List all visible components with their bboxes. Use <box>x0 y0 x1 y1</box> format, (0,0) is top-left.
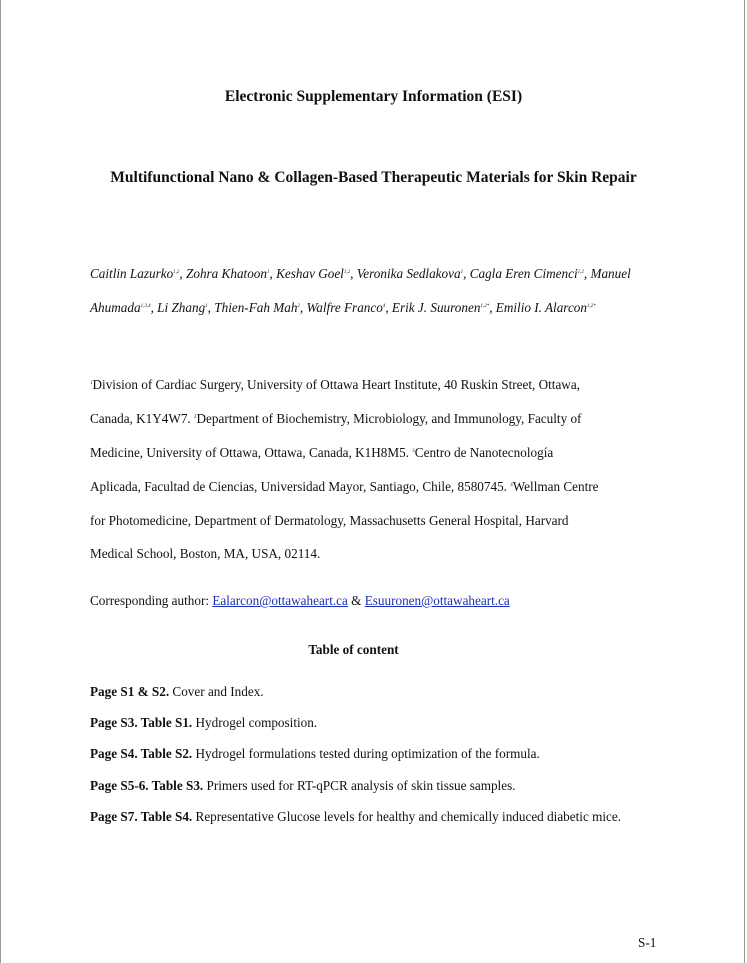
toc-item: Page S1 & S2. Cover and Index. <box>90 684 264 699</box>
toc-item: Page S3. Table S1. Hydrogel composition. <box>90 715 318 730</box>
author: Walfre Franco$^4$, <box>306 300 392 315</box>
affiliation-line: Aplicada, Facultad de Ciencias, Universidad Mayor, Santiago, Chile, 8580745. $^4$Wellman Centre <box>90 479 599 494</box>
author-list <box>90 257 665 325</box>
toc-item: Page S4. Table S2. Hydrogel formulations tested during optimization of the formula. <box>90 746 540 761</box>
email-link-alarcon[interactable]: Ealarcon@ottawaheart.ca <box>212 593 348 608</box>
author: Cagla Eren Cimenci$^{1,2}$, <box>469 266 591 281</box>
corresponding-author: Corresponding author: Ealarcon@ottawaheart.ca & Esuuronen@ottawaheart.ca <box>90 593 510 608</box>
author: Li Zhang$^1$, <box>157 300 215 315</box>
esi-title: Electronic Supplementary Information (ESI) <box>224 88 523 105</box>
author: Zohra Khatoon$^1$, <box>186 266 277 281</box>
affiliation-line: Medicine, University of Ottawa, Ottawa, Canada, K1H8M5. $^3$Centro de Nanotecnología <box>90 445 554 460</box>
toc-item: Page S7. Table S4. Representative Glucose levels for healthy and chemically induced diabetic mice. <box>90 809 622 824</box>
corresponding-label: Corresponding author: <box>90 593 213 608</box>
email-link-suuronen[interactable]: Esuuronen@ottawaheart.ca <box>364 593 510 608</box>
author: Keshav Goel$^{1,2}$, <box>276 266 357 281</box>
toc-item: Page S5-6. Table S3. Primers used for RT-qPCR analysis of skin tissue samples. <box>90 778 516 793</box>
affiliation-line: Medical School, Boston, MA, USA, 02114. <box>90 546 321 561</box>
author: Erik J. Suuronen$^{1,2*}$, <box>391 300 496 315</box>
toc-title: Table of content <box>308 642 399 657</box>
author: Thien-Fah Mah$^2$, <box>214 300 307 315</box>
author: Veronika Sedlakova$^1$, <box>356 266 470 281</box>
affiliation-line: Canada, K1Y4W7. $^2$Department of Biochemistry, Microbiology, and Immunology, Faculty of <box>90 411 582 426</box>
author: Caitlin Lazurko$^{1,2}$, <box>90 266 187 281</box>
page-number: S-1 <box>638 935 657 950</box>
affiliation-line: for Photomedicine, Department of Dermatology, Massachusetts General Hospital, Harvard <box>90 513 569 528</box>
author: Manuel Ahumada$^{1,3,4}$, <box>90 266 631 315</box>
affiliation-line: $^1$Division of Cardiac Surgery, University of Ottawa Heart Institute, 40 Ruskin Street, Ottawa, <box>90 377 580 392</box>
paper-title: Multifunctional Nano & Collagen-Based Therapeutic Materials for Skin Repair <box>110 169 637 186</box>
author: Emilio I. Alarcon$^{1,2*}$ <box>495 300 596 315</box>
